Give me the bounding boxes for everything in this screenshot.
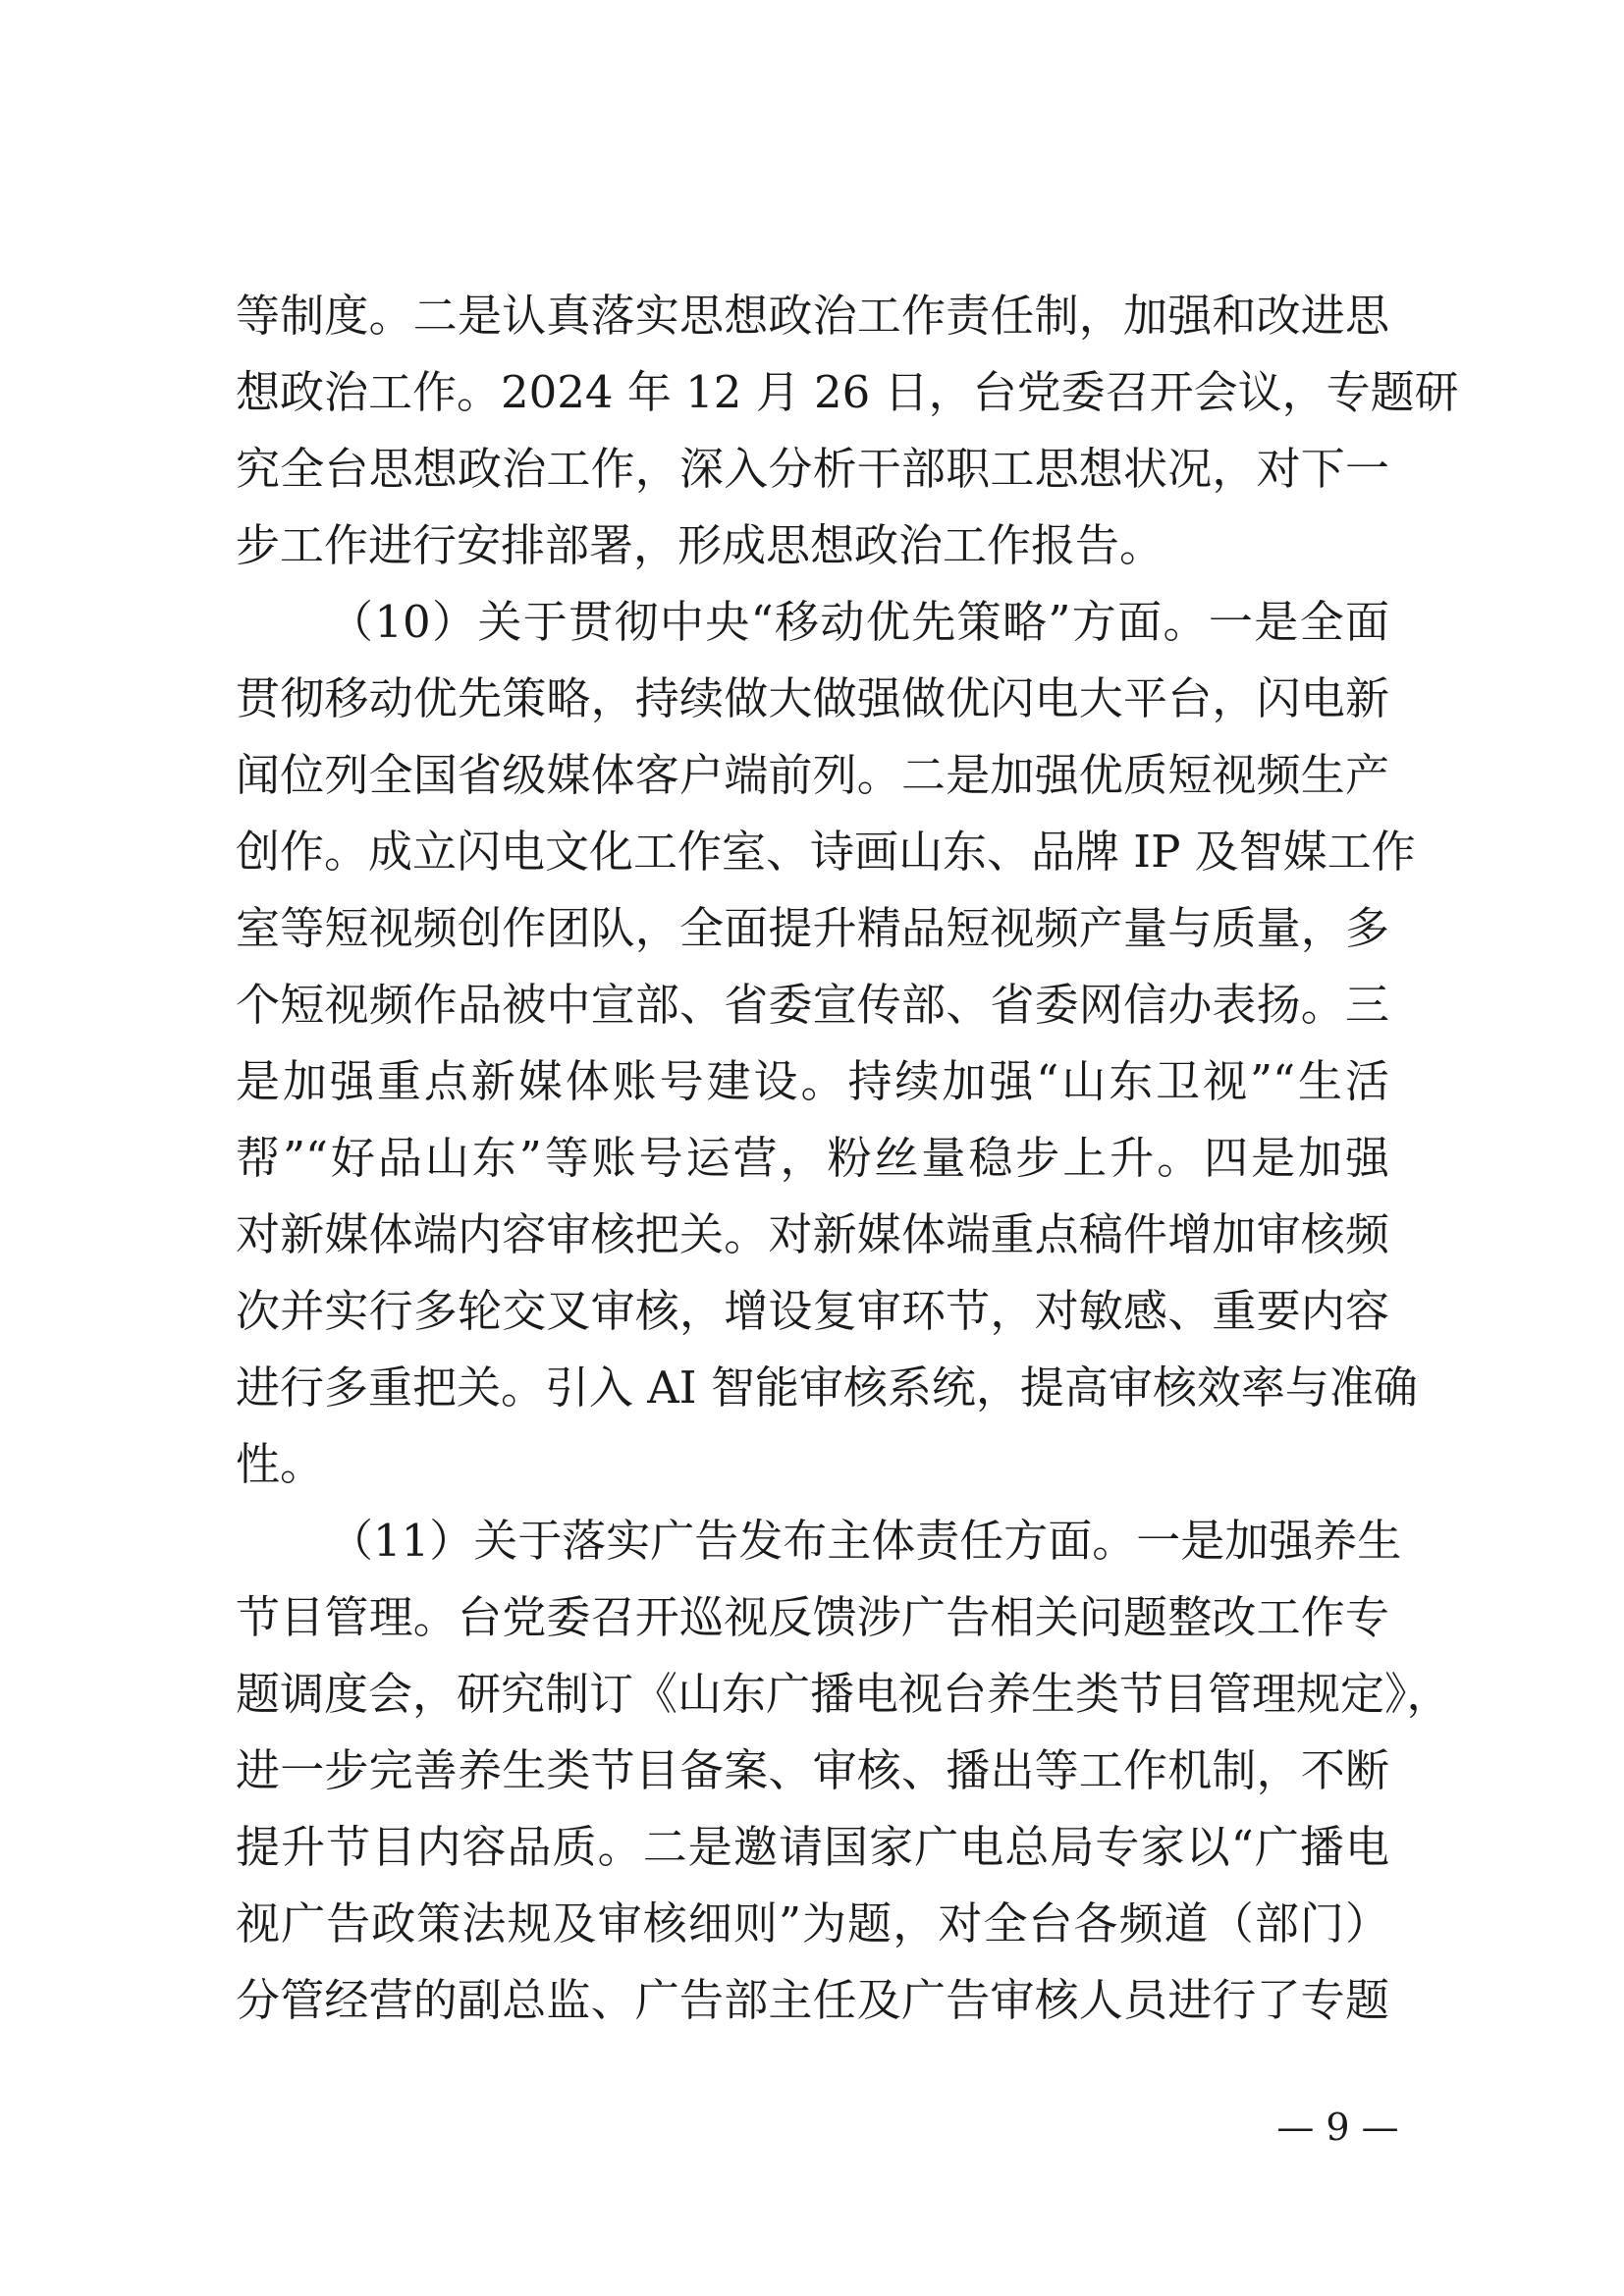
body-line: 室等短视频创作团队，全面提升精品短视频产量与质量，多 [236, 902, 1389, 954]
body-line: 帮”“好品山东”等账号运营，粉丝量稳步上升。四是加强 [236, 1132, 1389, 1184]
body-line: 对新媒体端内容审核把关。对新媒体端重点稿件增加审核频 [236, 1208, 1389, 1260]
body-line: 进行多重把关。引入 AI 智能审核系统，提高审核效率与准确 [236, 1362, 1418, 1414]
page-number: — 9 — [1276, 2106, 1399, 2149]
body-line: 想政治工作。2024 年 12 月 26 日，台党委召开会议，专题研 [236, 366, 1459, 418]
body-line: 步工作进行安排部署，形成思想政治工作报告。 [236, 519, 1164, 571]
body-line: 性。 [236, 1438, 325, 1490]
body-line: 闻位列全国省级媒体客户端前列。二是加强优质短视频生产 [236, 749, 1389, 801]
body-line: 等制度。二是认真落实思想政治工作责任制，加强和改进思 [236, 290, 1389, 342]
body-line: 究全台思想政治工作，深入分析干部职工思想状况，对下一 [236, 443, 1389, 495]
body-line: 节目管理。台党委召开巡视反馈涉广告相关问题整改工作专 [236, 1591, 1389, 1643]
body-line: 分管经营的副总监、广告部主任及广告审核人员进行了专题 [236, 1974, 1389, 2026]
section-heading-11: （11）关于落实广告发布主体责任方面。一是加强养生 [329, 1515, 1402, 1567]
body-line: 视广告政策法规及审核细则”为题，对全台各频道（部门） [236, 1897, 1389, 1949]
body-line: 次并实行多轮交叉审核，增设复审环节，对敏感、重要内容 [236, 1285, 1389, 1337]
body-line: 创作。成立闪电文化工作室、诗画山东、品牌 IP 及智媒工作 [236, 826, 1416, 878]
body-line: 题调度会，研究制订《山东广播电视台养生类节目管理规定》， [236, 1668, 1451, 1720]
section-heading-10: （10）关于贯彻中央“移动优先策略”方面。一是全面 [329, 596, 1389, 648]
body-line: 是加强重点新媒体账号建设。持续加强“山东卫视”“生活 [236, 1055, 1389, 1107]
body-line: 贯彻移动优先策略，持续做大做强做优闪电大平台，闪电新 [236, 672, 1389, 724]
body-line: 进一步完善养生类节目备案、审核、播出等工作机制，不断 [236, 1744, 1389, 1796]
body-line: 提升节目内容品质。二是邀请国家广电总局专家以“广播电 [236, 1821, 1389, 1873]
body-line: 个短视频作品被中宣部、省委宣传部、省委网信办表扬。三 [236, 979, 1389, 1031]
